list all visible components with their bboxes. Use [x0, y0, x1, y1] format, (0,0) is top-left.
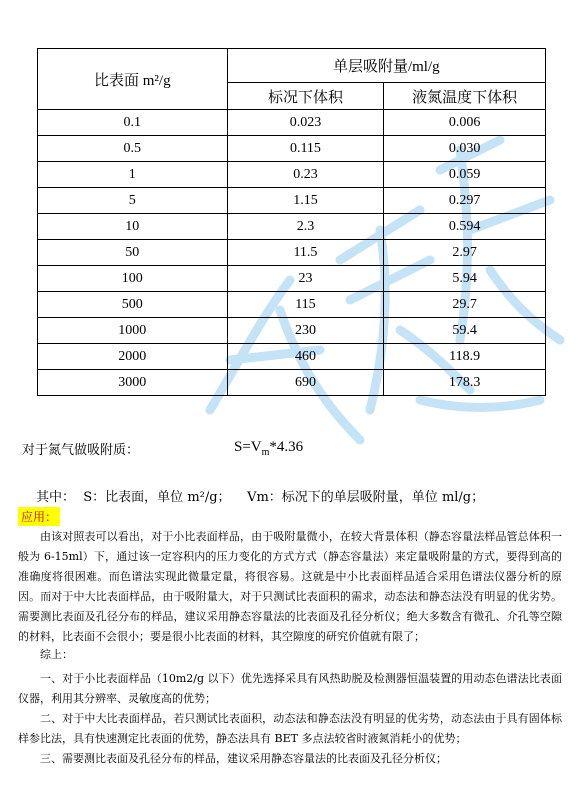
cell-surface-area: 2000 — [38, 344, 228, 370]
cell-standard-volume: 690 — [227, 370, 384, 396]
col-liquid-nitrogen-volume-header: 液氮温度下体积 — [384, 83, 546, 110]
summary-point-1: 一、对于小比表面样品（10m2/g 以下）优先选择采具有风热助脱及检测器恒温装置的用动态色谱法比表面仪器，利用其分辨率、灵敏度高的优势； — [18, 672, 562, 705]
cell-liquid-nitrogen-volume: 0.006 — [384, 110, 546, 136]
analysis-text: 由该对照表可以看出，对于小比表面样品，由于吸附量微小，在较大背景体积（静态容量法样品管总体积一般为 6-15ml）下，通过该一定容积内的压力变化的方式方式（静态容量法）来定量吸附量的方式，要得到高的准确度将很困难。而色谱法实现此微量定量，将很容易。这就是中小比表面样品适合采用色谱法仪器分析的原因。而对于中大比表面样品，由于吸附量大，对于只测试比表面积的需求，动态法和静态法没有明显的优劣势。需要测比表面及孔径分布的样品，建议采用静态容量法的比表面及孔径分析仪；绝大多数含有微孔、介孔等空隙的材料，比表面不会很小；要是很小比表面的材料，其空隙度的研究价值就有限了； — [18, 530, 562, 643]
monolayer-adsorption-header: 单层吸附量/ml/g — [227, 49, 545, 83]
cell-surface-area: 500 — [38, 292, 228, 318]
cell-liquid-nitrogen-volume: 0.297 — [384, 188, 546, 214]
table-row — [38, 162, 546, 188]
cell-surface-area: 50 — [38, 240, 228, 266]
cell-liquid-nitrogen-volume: 118.9 — [384, 344, 546, 370]
table-row — [38, 266, 546, 292]
cell-surface-area: 100 — [38, 266, 228, 292]
table-row — [38, 136, 546, 162]
table-row — [38, 370, 546, 396]
summary-label: 综上： — [40, 648, 73, 661]
definitions-line — [36, 486, 484, 505]
cell-standard-volume: 11.5 — [227, 240, 384, 266]
definition-vm: Vm：标况下的单层吸附量，单位 ml/g； — [247, 490, 485, 505]
cell-surface-area: 5 — [38, 188, 228, 214]
table-body — [38, 110, 546, 396]
cell-liquid-nitrogen-volume: 0.594 — [384, 214, 546, 240]
analysis-paragraph — [18, 527, 562, 647]
cell-liquid-nitrogen-volume: 29.7 — [384, 292, 546, 318]
cell-surface-area: 10 — [38, 214, 228, 240]
cell-liquid-nitrogen-volume: 59.4 — [384, 318, 546, 344]
col-surface-area-header: 比表面 m²/g — [38, 49, 228, 110]
definition-s: S：比表面，单位 m²/g； — [83, 490, 231, 505]
table-row — [38, 240, 546, 266]
cell-surface-area: 0.1 — [38, 110, 228, 136]
adsorption-table — [37, 48, 546, 396]
cell-standard-volume: 0.023 — [227, 110, 384, 136]
cell-liquid-nitrogen-volume: 178.3 — [384, 370, 546, 396]
cell-surface-area: 1000 — [38, 318, 228, 344]
cell-standard-volume: 23 — [227, 266, 384, 292]
formula-label: 对于氮气做吸附质： — [22, 443, 140, 458]
cell-standard-volume: 0.23 — [227, 162, 384, 188]
application-label: 应用： — [18, 507, 60, 526]
summary-points — [18, 669, 562, 769]
cell-liquid-nitrogen-volume: 2.97 — [384, 240, 546, 266]
cell-surface-area: 1 — [38, 162, 228, 188]
col-standard-volume-header: 标况下体积 — [227, 83, 384, 110]
cell-liquid-nitrogen-volume: 0.030 — [384, 136, 546, 162]
cell-standard-volume: 460 — [227, 344, 384, 370]
formula-line — [22, 439, 304, 458]
cell-surface-area: 0.5 — [38, 136, 228, 162]
cell-standard-volume: 115 — [227, 292, 384, 318]
table-row — [38, 292, 546, 318]
cell-surface-area: 3000 — [38, 370, 228, 396]
summary-point-3: 三、需要测比表面及孔径分布的样品，建议采用静态容量法的比表面及孔径分析仪； — [40, 752, 447, 765]
table-row — [38, 344, 546, 370]
cell-liquid-nitrogen-volume: 5.94 — [384, 266, 546, 292]
cell-standard-volume: 1.15 — [227, 188, 384, 214]
summary-point-2: 二、对于中大比表面样品，若只测试比表面积，动态法和静态法没有明显的优劣势，动态法由于具有固体标样参比法，具有快速测定比表面的优势，静态法具有 BET 多点法较省时液氮消耗小的优势； — [18, 712, 562, 745]
table-row — [38, 318, 546, 344]
table-row — [38, 110, 546, 136]
table-row — [38, 214, 546, 240]
cell-liquid-nitrogen-volume: 0.059 — [384, 162, 546, 188]
cell-standard-volume: 2.3 — [227, 214, 384, 240]
formula-equation: $S=V_m*4.36$ — [234, 439, 304, 458]
cell-standard-volume: 230 — [227, 318, 384, 344]
table-row — [38, 188, 546, 214]
cell-standard-volume: 0.115 — [227, 136, 384, 162]
definitions-prefix: 其中： — [36, 490, 76, 505]
